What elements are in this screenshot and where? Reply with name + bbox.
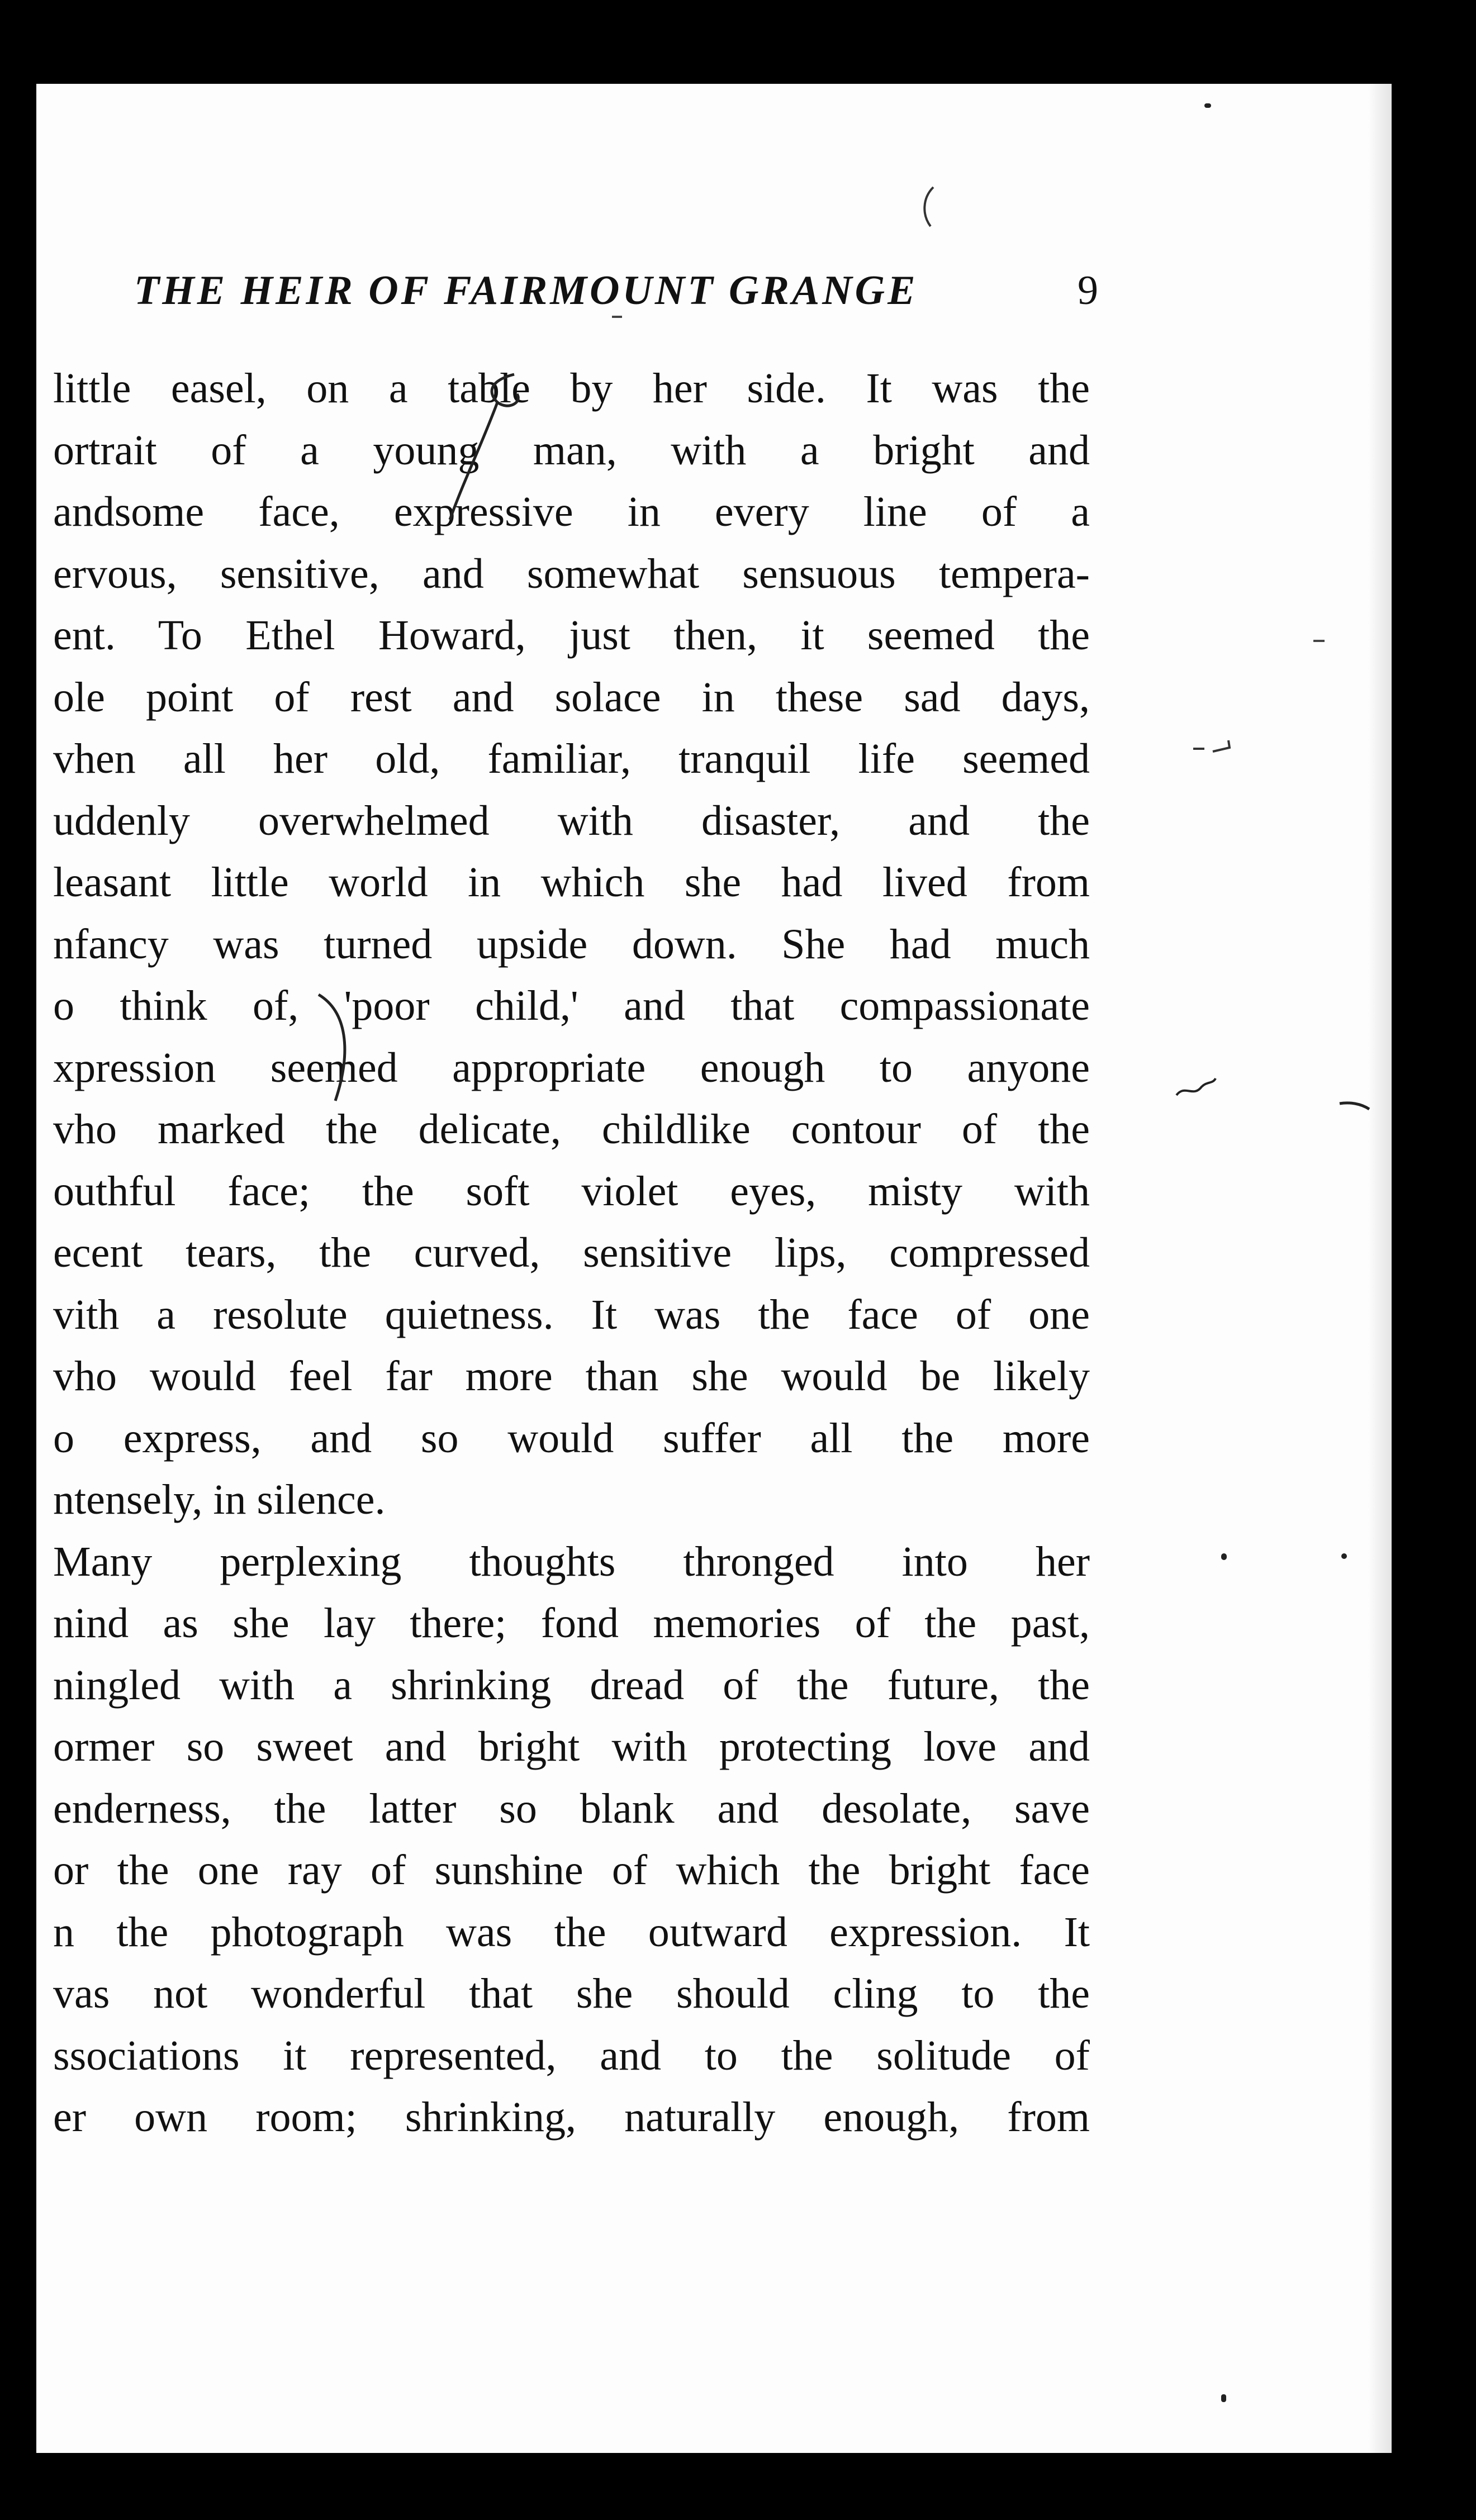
text-line: vhen all her old, familiar, tranquil life seemed bbox=[53, 735, 1090, 782]
text-line: o express, and so would suffer all the more bbox=[53, 1414, 1090, 1462]
paren-mark bbox=[917, 184, 939, 229]
speck-mark bbox=[1341, 1553, 1347, 1559]
running-title: THE HEIR OF FAIRMOUNT GRANGE bbox=[134, 268, 918, 313]
text-line: er own room; shrinking, naturally enough, from bbox=[53, 2094, 1090, 2141]
text-line: ent. To Ethel Howard, just then, it seemed the bbox=[53, 612, 1090, 659]
pencil-bracket-mark bbox=[313, 989, 363, 1112]
text-line: ortrait of a young man, with a bright and bbox=[53, 426, 1090, 474]
text-line: vho would feel far more than she would be likely bbox=[53, 1353, 1090, 1400]
speck-mark bbox=[1313, 640, 1325, 642]
speck-mark bbox=[1221, 2394, 1226, 2402]
text-line: nfancy was turned upside down. She had much bbox=[53, 920, 1090, 968]
body-text bbox=[53, 358, 1090, 2202]
text-line: little easel, on a table by her side. It was the bbox=[53, 365, 1090, 412]
text-line: o think of, 'poor child,' and that compassionate bbox=[53, 982, 1090, 1029]
text-line: ningled with a shrinking dread of the future, the bbox=[53, 1661, 1090, 1709]
text-line: ormer so sweet and bright with protecting love and bbox=[53, 1723, 1090, 1770]
text-line: Many perplexing thoughts thronged into her bbox=[53, 1538, 1090, 1585]
text-line: enderness, the latter so blank and desolate, save bbox=[53, 1785, 1090, 1832]
pencil-stroke-mark bbox=[425, 369, 537, 536]
text-line: xpression seemed appropriate enough to anyone bbox=[53, 1044, 1090, 1091]
text-line: uddenly overwhelmed with disaster, and the bbox=[53, 797, 1090, 844]
margin-dash-mark bbox=[1190, 738, 1235, 760]
text-line: andsome face, expressive in every line of a bbox=[53, 488, 1090, 535]
text-line: ecent tears, the curved, sensitive lips, compressed bbox=[53, 1229, 1090, 1276]
speck-mark bbox=[1204, 103, 1211, 108]
text-line: ole point of rest and solace in these sad days, bbox=[53, 673, 1090, 721]
speck-mark bbox=[1221, 1553, 1227, 1560]
text-line: vas not wonderful that she should cling to the bbox=[53, 1970, 1090, 2017]
page-number: 9 bbox=[1078, 268, 1098, 313]
text-line: leasant little world in which she had lived from bbox=[53, 859, 1090, 906]
speck-mark bbox=[612, 316, 622, 318]
text-line: vith a resolute quietness. It was the face of one bbox=[53, 1291, 1090, 1338]
text-line: n the photograph was the outward expression. It bbox=[53, 1908, 1090, 1956]
margin-line-mark bbox=[1339, 1101, 1372, 1112]
text-line: ssociations it represented, and to the solitude of bbox=[53, 2032, 1090, 2079]
text-line: nind as she lay there; fond memories of the past, bbox=[53, 1600, 1090, 1647]
text-line: outhful face; the soft violet eyes, misty with bbox=[53, 1167, 1090, 1215]
margin-squiggle-mark bbox=[1174, 1073, 1218, 1101]
text-line: ervous, sensitive, and somewhat sensuous tempera- bbox=[53, 550, 1090, 597]
text-line: ntensely, in silence. bbox=[53, 1476, 386, 1523]
text-line: or the one ray of sunshine of which the bright face bbox=[53, 1847, 1090, 1894]
running-head bbox=[134, 263, 1098, 318]
page-edge-shadow bbox=[1368, 84, 1392, 2453]
text-line: vho marked the delicate, childlike contour of the bbox=[53, 1106, 1090, 1153]
